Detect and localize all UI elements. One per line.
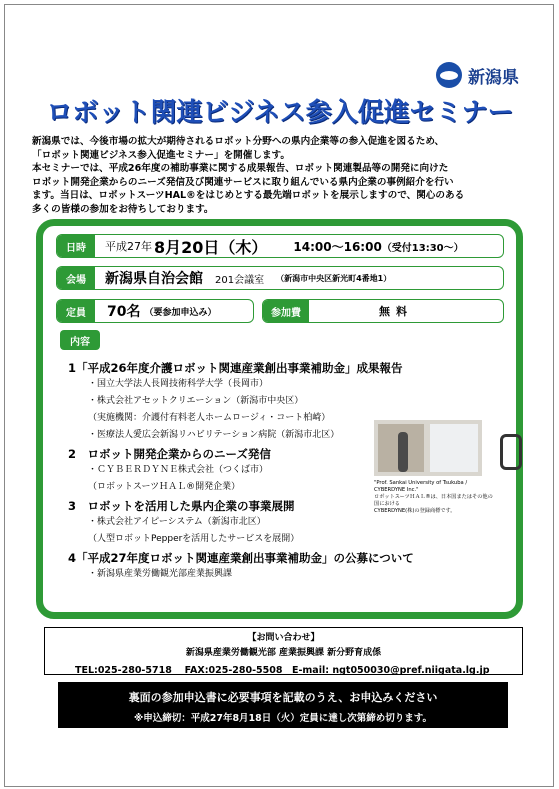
- robot-suit-photo: [374, 420, 482, 476]
- contact-details: TEL:025-280-5718 FAX:025-280-5508 E-mail: ngt050030@pref.niigata.lg.jp: [75, 665, 490, 676]
- capacity-tag: 定員: [57, 300, 95, 322]
- content-item-detail: ・国立大学法人長岡技術科学大学（長岡市）: [88, 379, 269, 389]
- venue-name: 新潟県自治会館: [105, 271, 203, 287]
- hal-wearer-photo: [378, 424, 424, 472]
- content-item-heading: 1「平成26年度介護ロボット関連産業創出事業補助金」成果報告: [68, 361, 403, 375]
- notice-line-1: 裏面の参加申込書に必要事項を記載のうえ、お申込みください: [128, 691, 438, 704]
- photo-caption-line: "Prof. Sankai University of Tsukuba / CYBERDYNE Inc.": [374, 480, 468, 493]
- content-item-detail: ・ＣＹＢＥＲＤＹＮＥ株式会社（つくば市）: [88, 465, 269, 475]
- photo-caption-line: ロボットスーツＨＡＬ®は、日本国またはその他の国における: [374, 494, 493, 507]
- logo-text: 新潟県: [468, 67, 519, 88]
- photo-caption: [374, 480, 494, 515]
- niigata-prefecture-emblem-icon: [436, 62, 462, 88]
- date-row: [56, 234, 504, 258]
- intro-text: [32, 135, 527, 216]
- reception-time: （受付13:30～）: [381, 242, 464, 254]
- contact-department: 新潟県産業労働観光部 産業振興課 新分野育成係: [185, 648, 382, 658]
- fee-row: [262, 299, 504, 323]
- application-notice: [58, 682, 508, 728]
- contact-heading: 【お問い合わせ】: [247, 633, 320, 643]
- content-item-detail: （人型ロボットPepperを活用したサービスを展開）: [88, 534, 300, 544]
- hal-suit-photo: [430, 424, 478, 472]
- notice-line-2: ※申込締切：平成27年8月18日（火）定員に達し次第締め切ります。: [133, 713, 433, 724]
- content-item-detail: ・株式会社アイピーシステム（新潟市北区）: [88, 517, 266, 527]
- intro-line: ロボット開発企業からのニーズ発信及び関連サービスに取り組んでいる県内企業の事例紹介を行い: [32, 176, 454, 188]
- content-item-detail: ・医療法人愛広会新潟リハビリテーション病院（新潟市北区）: [88, 430, 340, 440]
- photo-caption-line: CYBERDYNE(株)の登録商標です。: [374, 508, 456, 514]
- content-item-heading: 3 ロボットを活用した県内企業の事業展開: [68, 499, 295, 513]
- date-day: 8月20日（木）: [154, 237, 268, 257]
- date-tag: 日時: [57, 235, 95, 257]
- content-item-heading: 2 ロボット開発企業からのニーズ発信: [68, 447, 271, 461]
- intro-line: ます。当日は、ロボットスーツHAL®をはじめとする最先端ロボットを展示しますので、関心のある: [32, 190, 465, 201]
- fee-tag: 参加費: [263, 300, 309, 322]
- venue-address: （新潟市中央区新光町4番地1）: [276, 273, 392, 283]
- venue-room: 201会議室: [215, 274, 265, 286]
- capacity-value: 70名: [107, 304, 141, 320]
- capacity-row: [56, 299, 254, 323]
- content-item-detail: ・株式会社アセットクリエーション（新潟市中央区）: [88, 396, 304, 406]
- content-item-detail: ・新潟県産業労働観光部産業振興課: [88, 569, 233, 579]
- content-section: [48, 330, 511, 602]
- venue-row: [56, 266, 504, 290]
- seminar-title: ロボット関連ビジネス参入促進セミナー: [46, 98, 514, 128]
- robot-suit-figure: [500, 434, 522, 470]
- intro-line: 本セミナーでは、平成26年度の補助事業に関する成果報告、ロボット関連製品等の開発に向けた: [32, 163, 449, 174]
- contact-box: [44, 627, 523, 675]
- venue-tag: 会場: [57, 267, 95, 289]
- content-item-detail: （実施機関：介護付有料老人ホームロージィ・コート柏崎）: [88, 413, 331, 423]
- date-time: 14:00～16:00: [293, 239, 382, 254]
- capacity-note: （要参加申込み）: [144, 307, 217, 318]
- intro-line: 多くの皆様の参加をお待ちしております。: [32, 203, 214, 215]
- person-figure: [398, 432, 408, 472]
- content-item-heading: 4「平成27年度ロボット関連産業創出事業補助金」の公募について: [68, 551, 414, 565]
- prefecture-logo: [436, 60, 546, 90]
- intro-line: 「ロボット関連ビジネス参入促進セミナー」を開催します。: [32, 149, 290, 161]
- fee-value: 無料: [379, 305, 413, 318]
- content-item-detail: （ロボットスーツＨＡＬ®開発企業）: [88, 482, 241, 492]
- intro-line: 新潟県では、今後市場の拡大が期待されるロボット分野への県内企業等の参入促進を図るため、: [32, 136, 445, 147]
- content-tag: 内容: [60, 330, 100, 350]
- date-era: 平成27年: [105, 240, 152, 253]
